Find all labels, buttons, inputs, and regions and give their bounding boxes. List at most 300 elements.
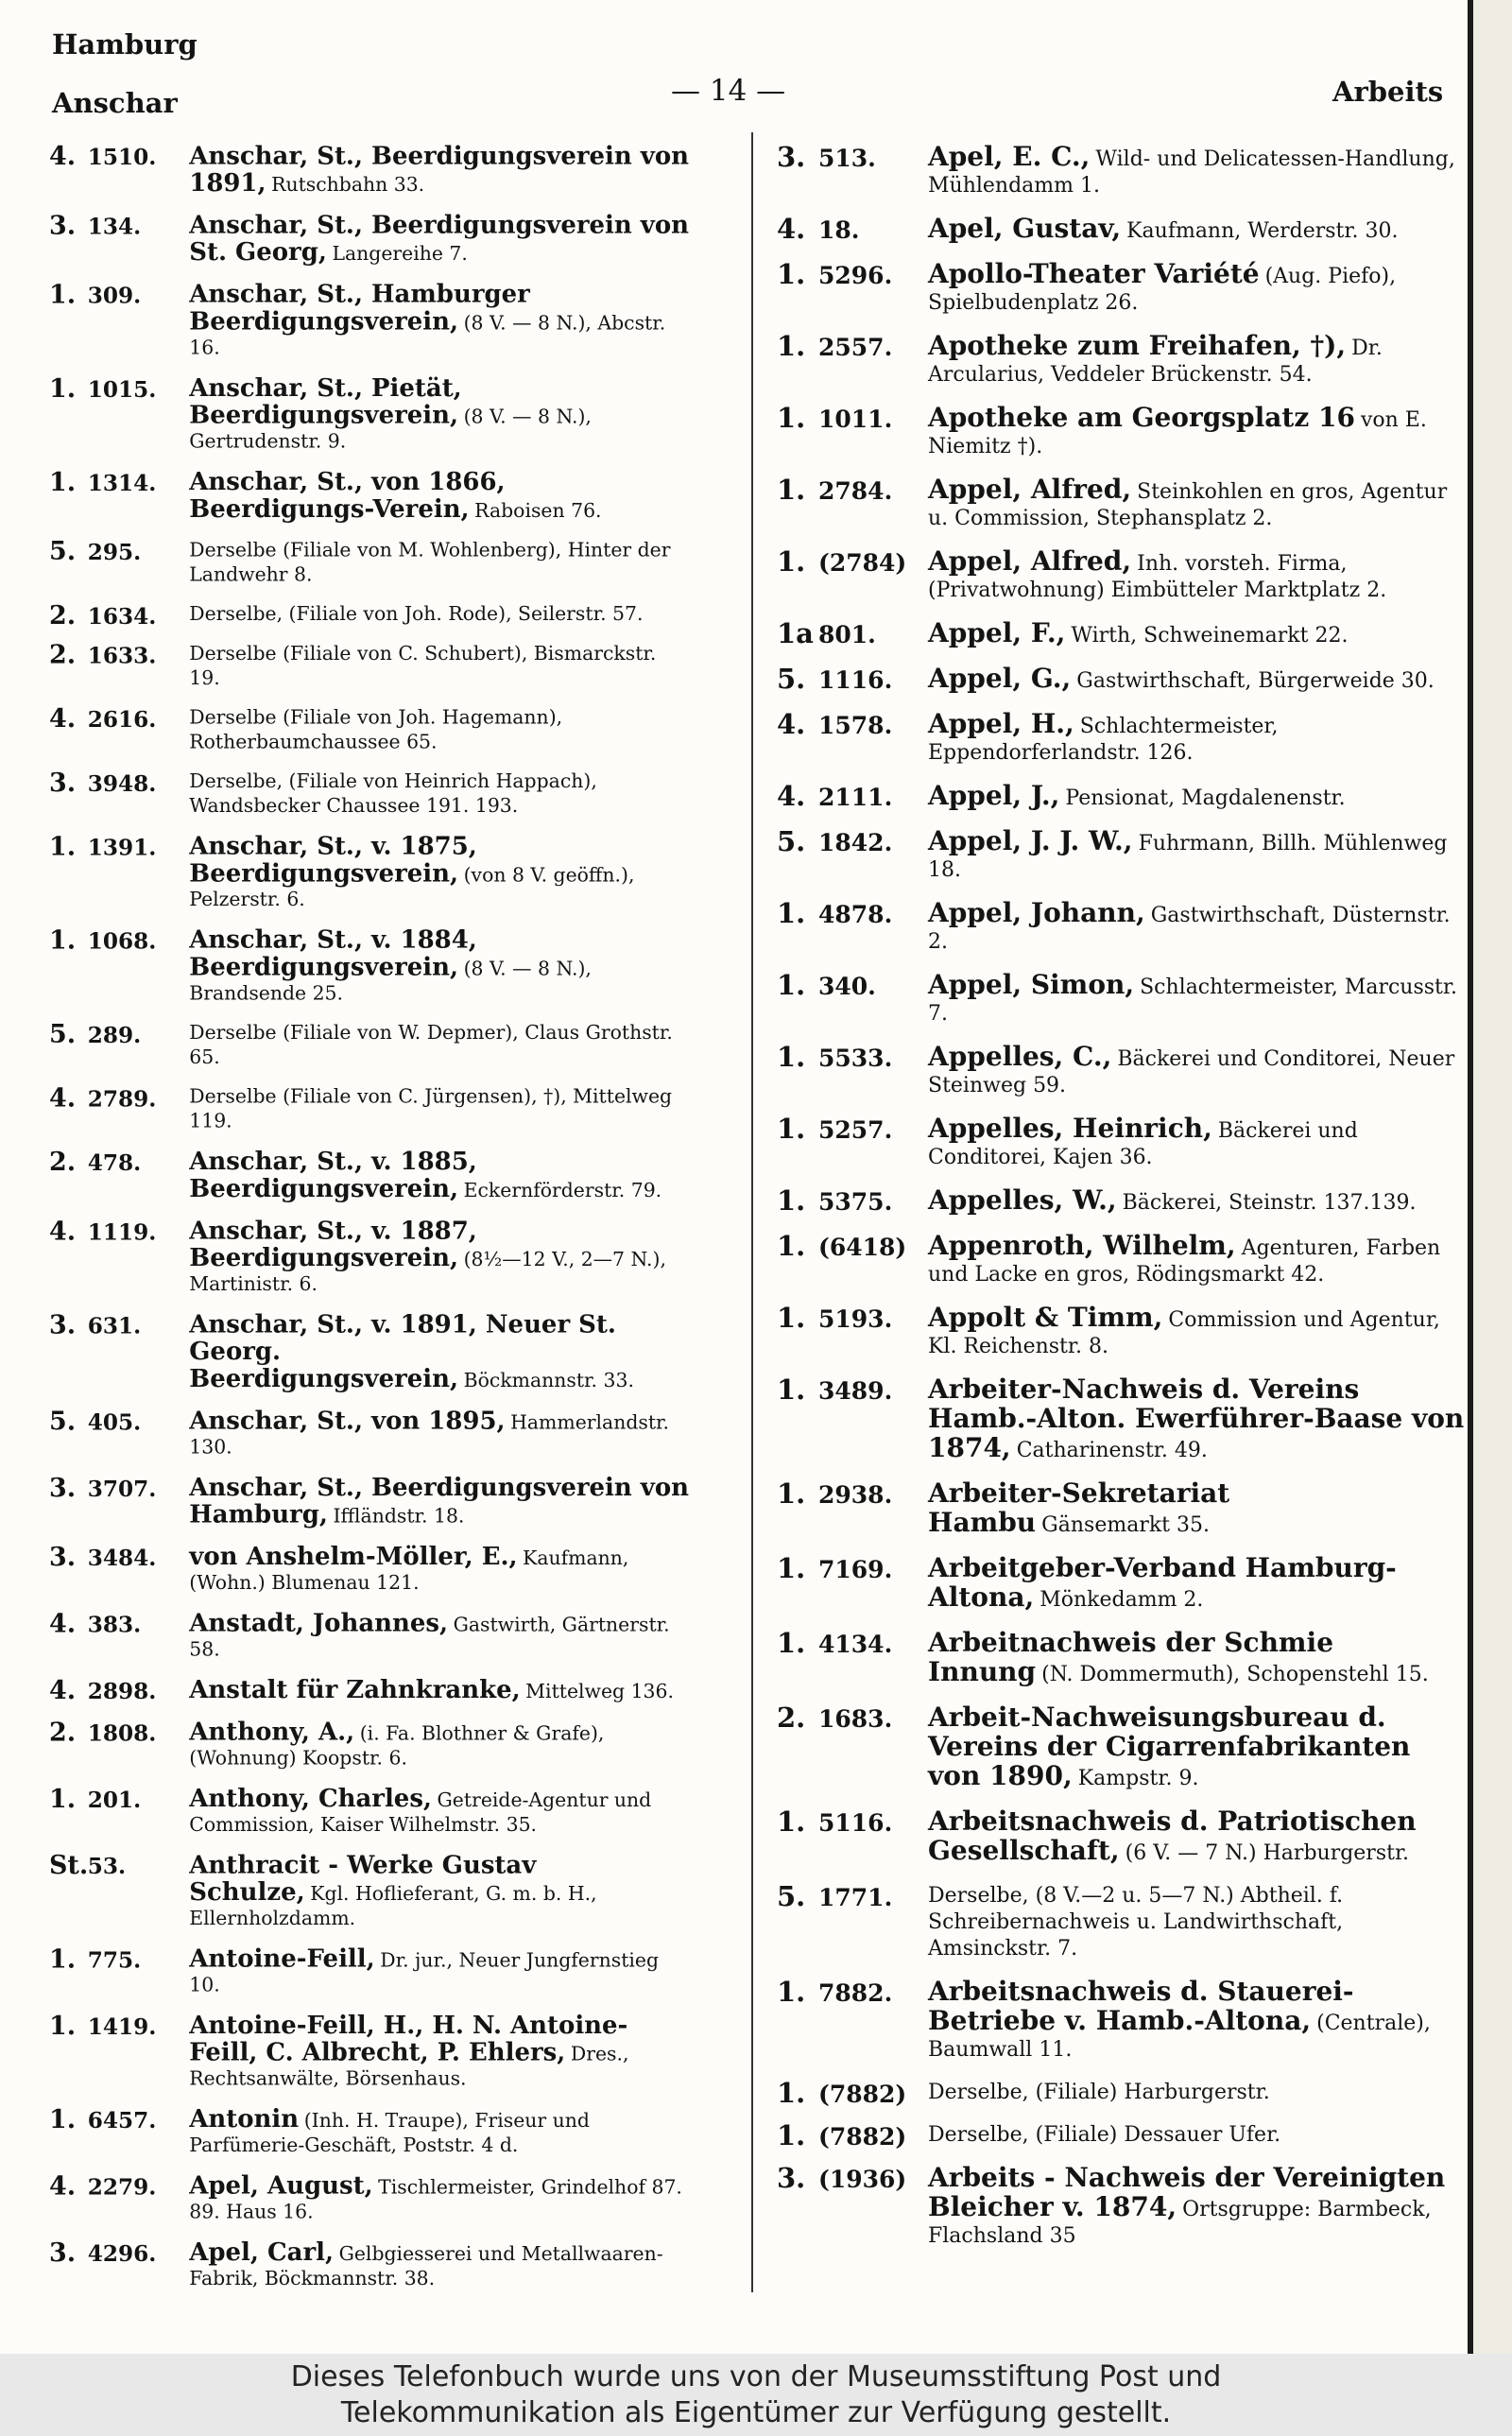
phone-number: (2784) (818, 549, 907, 577)
phone-number: 53. (87, 1853, 127, 1879)
directory-entry (49, 1946, 693, 1998)
exchange-class: 3. (49, 1472, 77, 1503)
header-city: Hamburg (52, 28, 198, 60)
exchange-class: 3. (49, 210, 77, 240)
entry-number (49, 466, 180, 498)
entry-number (777, 1041, 919, 1074)
entry-text (189, 1408, 693, 1460)
subscriber-name: Anschar, St., von 1866, Beerdigungs-Verein, (189, 466, 506, 524)
directory-entry (777, 825, 1471, 884)
subscriber-name: Appel, J. J. W., (928, 825, 1133, 856)
entry-text (189, 210, 693, 267)
subscriber-name: Anstadt, Johannes, (189, 1608, 449, 1638)
entry-number (49, 210, 180, 241)
directory-entry (777, 330, 1471, 389)
exchange-class: 4. (49, 2170, 77, 2201)
subscriber-name: Anschar, St., Beerdigungsverein von Hamburg, (189, 1472, 690, 1529)
exchange-class: 4. (49, 703, 77, 734)
directory-entry (777, 1880, 1471, 1962)
exchange-class: 1. (49, 924, 77, 956)
entry-text (928, 617, 1471, 649)
subscriber-name: Anschar, St., Pietät, Beerdigungsverein, (189, 372, 462, 430)
entry-text (928, 1184, 1471, 1217)
subscriber-details: Pensionat, Magdalenenstr. (1065, 786, 1346, 810)
directory-entry (777, 780, 1471, 812)
directory-entry (49, 1541, 693, 1597)
entry-number (777, 2077, 919, 2110)
entry-text (928, 1373, 1471, 1464)
phone-number: 1314. (87, 470, 157, 496)
phone-number: 801. (818, 621, 876, 648)
subscriber-details: Mönkedamm 2. (1040, 1588, 1204, 1612)
directory-entry (777, 1184, 1471, 1217)
entry-text (189, 1541, 693, 1597)
phone-number: 134. (87, 214, 142, 240)
entry-number (49, 831, 180, 862)
column-divider (751, 132, 753, 2292)
entry-text (928, 2122, 1471, 2149)
entry-text (928, 969, 1471, 1028)
entry-text (189, 1674, 693, 1705)
entry-number (777, 969, 919, 1002)
entry-text (928, 545, 1471, 604)
entry-text (189, 539, 693, 588)
phone-number: 3484. (87, 1545, 157, 1571)
phone-number: (7882) (818, 2123, 907, 2151)
subscriber-details: (8 V. — 8 N.), Brandsende 25. (189, 958, 592, 1005)
entry-text (928, 665, 1471, 695)
exchange-class: 5. (49, 1018, 77, 1049)
entry-number (49, 924, 180, 956)
entry-number (777, 1115, 919, 1146)
subscriber-details: Catharinenstr. 49. (1016, 1439, 1208, 1462)
entry-text (189, 279, 693, 360)
subscriber-name: Anschar, St., v. 1884, Beerdigungsverein, (189, 924, 477, 981)
entry-number (49, 1149, 180, 1178)
subscriber-name: Appel, J., (928, 780, 1060, 811)
directory-entry (49, 1408, 693, 1460)
entry-number (49, 536, 180, 567)
subscriber-name: Antoine-Feill, H., H. N. Antoine-Feill, C. Albrecht, P. Ehlers, (189, 2010, 628, 2067)
directory-entry (49, 2010, 693, 2092)
subscriber-details: Gastwirth, Gärtnerstr. 58. (189, 1614, 670, 1662)
page-number: — 14 — (671, 74, 786, 108)
entry-text (189, 924, 693, 1006)
directory-entry (777, 476, 1471, 532)
phone-number: 5116. (818, 1809, 893, 1837)
entry-text (928, 1627, 1471, 1688)
exchange-class: 1. (777, 1552, 806, 1584)
directory-entry (777, 897, 1471, 956)
phone-number: 631. (87, 1313, 142, 1339)
exchange-class: 1. (777, 1302, 806, 1334)
left-column (49, 141, 693, 2306)
entry-number (777, 1805, 919, 1839)
exchange-class: 1. (49, 2010, 77, 2041)
subscriber-name: Arbeits - Nachweis der Vereinigten Bleicher v. 1874, (928, 2162, 1446, 2222)
exchange-class: 3. (49, 1309, 77, 1339)
footer-line-1: Dieses Telefonbuch wurde uns von der Museumsstiftung Post und (290, 2360, 1222, 2393)
phone-number: 1391. (87, 835, 157, 861)
entry-number (777, 1978, 919, 2009)
subscriber-name: Appelles, Heinrich, (928, 1113, 1212, 1144)
entry-number (49, 2170, 180, 2202)
subscriber-details: Bäckerei und Conditorei, Neuer Steinweg 59. (928, 1047, 1455, 1097)
entry-number (49, 1608, 180, 1639)
subscriber-details: Dres., Rechtsanwälte, Börsenhaus. (189, 2043, 629, 2091)
exchange-class: 1. (777, 1041, 806, 1073)
entry-text (928, 1230, 1471, 1288)
exchange-class: 4. (777, 213, 806, 245)
subscriber-details: Iffländstr. 18. (333, 1506, 465, 1529)
entry-text (189, 466, 693, 524)
subscriber-details: Ortsgruppe: Barmbeck, Flachsland 35 (928, 2198, 1432, 2248)
subscriber-details: Derselbe, (Filiale) Harburgerstr. (928, 2081, 1270, 2104)
entry-text (189, 2103, 693, 2159)
exchange-class: 2. (49, 1147, 77, 1177)
entry-number (49, 1408, 180, 1437)
subscriber-name: Anschar, St., von 1895, (189, 1406, 506, 1435)
phone-number: 478. (87, 1149, 142, 1176)
entry-number (49, 1719, 180, 1748)
directory-entry (49, 2103, 693, 2159)
entry-text (189, 1472, 693, 1529)
entry-number (49, 767, 180, 799)
exchange-class: 1. (777, 258, 806, 290)
exchange-class: 4. (49, 1674, 77, 1705)
phone-number: 4134. (818, 1631, 893, 1658)
directory-entry (777, 1230, 1471, 1288)
entry-text (189, 1946, 693, 1998)
entry-number (777, 617, 919, 650)
directory-entry (49, 831, 693, 912)
subscriber-details: Getreide-Agentur und Commission, Kaiser Wilhelmstr. 35. (189, 1789, 652, 1837)
phone-number: 4296. (87, 2240, 157, 2267)
subscriber-name: Appel, Johann, (928, 897, 1145, 928)
phone-number: 2279. (87, 2174, 157, 2200)
subscriber-name: Arbeitsnachweis d. Patriotischen Gesellschaft, (928, 1805, 1417, 1866)
entry-text (928, 1304, 1471, 1360)
entry-text (928, 258, 1471, 317)
exchange-class: 5. (49, 1406, 77, 1436)
subscriber-name: Apel, Gustav, (928, 213, 1122, 244)
entry-number (49, 1309, 180, 1340)
phone-number: 2557. (818, 334, 893, 361)
entry-number (49, 703, 180, 734)
entry-number (777, 1230, 919, 1263)
phone-number: 1634. (87, 603, 157, 630)
subscriber-name: Appelles, C., (928, 1041, 1112, 1072)
phone-number: 405. (87, 1409, 142, 1435)
directory-entry (49, 279, 693, 360)
phone-number: 5193. (818, 1305, 893, 1333)
phone-number: 5257. (818, 1116, 893, 1144)
directory-entry (49, 703, 693, 755)
phone-number: 3489. (818, 1377, 893, 1405)
directory-entry (49, 1608, 693, 1663)
phone-number: 18. (818, 216, 860, 244)
subscriber-details: (Centrale), Baumwall 11. (928, 2012, 1431, 2062)
entry-text (928, 141, 1471, 199)
exchange-class: 1. (777, 1113, 806, 1145)
subscriber-details: Schlachtermeister, Marcusstr. 7. (928, 976, 1457, 1026)
directory-entry (777, 1373, 1471, 1464)
directory-entry (49, 1218, 693, 1297)
entry-text (189, 141, 693, 198)
entry-number (49, 372, 180, 405)
exchange-class: 1. (777, 1477, 806, 1510)
directory-entry (777, 2162, 1471, 2250)
exchange-class: St. (49, 1850, 89, 1880)
entry-text (928, 1115, 1471, 1171)
subscriber-name: von Anshelm-Möller, E., (189, 1541, 518, 1571)
entry-number (49, 1783, 180, 1815)
subscriber-details: Derselbe (Filiale von C. Jürgensen), †), Mittelweg 119. (189, 1086, 673, 1133)
directory-entry (777, 402, 1471, 460)
subscriber-name: Arbeitnachweis der Schmie Innung (928, 1627, 1334, 1687)
subscriber-name: Apel, August, (189, 2170, 373, 2200)
subscriber-name: Apotheke am Georgsplatz 16 (928, 402, 1355, 433)
phone-number: 383. (87, 1612, 142, 1638)
subscriber-name: Anschar, St., v. 1891, Neuer St. Georg. Beerdigungsverein, (189, 1309, 616, 1393)
entry-number (777, 825, 919, 858)
directory-entry (49, 2170, 693, 2225)
subscriber-details: Tischlermeister, Grindelhof 87. 89. Haus 16. (189, 2176, 682, 2223)
entry-text (189, 1022, 693, 1071)
subscriber-details: (von 8 V. geöffn.), Pelzerstr. 6. (189, 864, 635, 911)
phone-number: 2784. (818, 477, 893, 505)
phone-number: 1419. (87, 2013, 157, 2040)
directory-entry (49, 1850, 693, 1931)
phone-number: 513. (818, 145, 876, 172)
entry-text (928, 402, 1471, 460)
subscriber-name: Appel, F., (928, 617, 1066, 648)
phone-number: (6418) (818, 1234, 907, 1261)
exchange-class: 1. (777, 969, 806, 1001)
exchange-class: 1. (49, 2103, 77, 2134)
directory-entry (777, 708, 1471, 767)
subscriber-name: Anstalt für Zahnkranke, (189, 1674, 521, 1704)
exchange-class: 1. (777, 897, 806, 929)
directory-entry (777, 1805, 1471, 1867)
subscriber-details: Kampstr. 9. (1077, 1767, 1199, 1790)
directory-entry (777, 1304, 1471, 1360)
exchange-class: 1. (49, 1944, 77, 1974)
entry-text (189, 1719, 693, 1771)
subscriber-name: Apollo-Theater Variété (928, 258, 1260, 289)
header-section-right: Arbeits (1332, 76, 1444, 108)
subscriber-details: (i. Fa. Blothner & Grafe), (Wohnung) Koopstr. 6. (189, 1722, 605, 1770)
directory-entry (777, 141, 1471, 199)
exchange-class: 1. (777, 474, 806, 506)
phone-number: 1510. (87, 144, 157, 170)
entry-text (189, 1783, 693, 1839)
subscriber-details: Dr. Arcularius, Veddeler Brückenstr. 54. (928, 337, 1383, 387)
phone-number: 2898. (87, 1678, 157, 1704)
entry-number (777, 476, 919, 507)
exchange-class: 1. (49, 372, 77, 404)
subscriber-name: Appelles, W., (928, 1184, 1117, 1216)
phone-number: 7169. (818, 1556, 893, 1583)
directory-entry (777, 1704, 1471, 1792)
subscriber-details: Gelbgiesserei und Metallwaaren-Fabrik, Böckmannstr. 38. (189, 2243, 663, 2290)
subscriber-name: Arbeit-Nachweisungsbureau d. Vereins der Cigarrenfabrikanten von 1890, (928, 1702, 1411, 1791)
entry-text (189, 1608, 693, 1663)
entry-text (928, 1704, 1471, 1792)
subscriber-details: Kgl. Hoflieferant, G. m. b. H., Ellernholzdamm. (189, 1883, 597, 1930)
phone-number: 1578. (818, 712, 893, 739)
entry-text (928, 1552, 1471, 1614)
entry-text (189, 1085, 693, 1134)
phone-number: 6457. (87, 2107, 157, 2134)
subscriber-details: (8 V. — 8 N.), Abcstr. 16. (189, 312, 666, 359)
directory-entry (49, 1783, 693, 1839)
entry-number (49, 1850, 180, 1881)
entry-text (928, 2080, 1471, 2106)
subscriber-details: Böckmannstr. 33. (463, 1370, 634, 1392)
directory-entry (777, 1041, 1471, 1099)
subscriber-name: Anthony, A., (189, 1717, 355, 1746)
subscriber-details: Rutschbahn 33. (271, 174, 425, 197)
entry-text (928, 476, 1471, 532)
exchange-class: 1. (49, 279, 77, 310)
subscriber-details: Hammerlandstr. 130. (189, 1411, 670, 1459)
directory-entry (777, 1552, 1471, 1614)
subscriber-details: Kaufmann, (Wohn.) Blumenau 121. (189, 1547, 629, 1595)
phone-number: 1068. (87, 928, 157, 955)
directory-entry (49, 1472, 693, 1529)
subscriber-details: Derselbe, (Filiale von Heinrich Happach), Wandsbecker Chaussee 191. 193. (189, 770, 597, 818)
phone-number: 5533. (818, 1045, 893, 1072)
subscriber-details: (8½—12 V., 2—7 N.), Martinistr. 6. (189, 1249, 666, 1296)
page-edge-strip (1473, 0, 1512, 2354)
entry-text (189, 2010, 693, 2092)
exchange-class: 4. (49, 141, 77, 171)
exchange-class: 5. (777, 1880, 806, 1912)
exchange-class: 2. (49, 639, 77, 670)
entry-text (928, 1805, 1471, 1867)
entry-text (189, 2237, 693, 2292)
subscriber-details: Raboisen 76. (474, 500, 602, 523)
exchange-class: 1. (777, 1627, 806, 1659)
entry-text (928, 213, 1471, 245)
subscriber-name: Apel, Carl, (189, 2237, 335, 2267)
subscriber-name: Anschar, St., v. 1887, Beerdigungsverein, (189, 1216, 477, 1272)
subscriber-details: Kaufmann, Werderstr. 30. (1126, 219, 1399, 243)
directory-entry (777, 2077, 1471, 2109)
exchange-class: 1. (777, 1976, 806, 2008)
phone-number: 3948. (87, 770, 157, 797)
phone-number: 340. (818, 973, 876, 1000)
directory-entry (49, 767, 693, 820)
entry-number (777, 1704, 919, 1735)
phone-number: 1633. (87, 643, 157, 669)
subscriber-details: (Inh. H. Traupe), Friseur und Parfümerie-Geschäft, Poststr. 4 d. (189, 2110, 590, 2157)
subscriber-name: Appel, Simon, (928, 969, 1135, 1000)
phone-number: (1936) (818, 2166, 907, 2193)
directory-entry (49, 2237, 693, 2292)
exchange-class: 1. (49, 1783, 77, 1814)
entry-text (928, 1477, 1471, 1539)
exchange-class: 3. (777, 141, 806, 173)
entry-text (189, 603, 693, 628)
entry-number (777, 258, 919, 291)
exchange-class: 1. (777, 1373, 806, 1406)
phone-number: 5375. (818, 1188, 893, 1216)
subscriber-details: Bäckerei und Conditorei, Kajen 36. (928, 1119, 1358, 1169)
entry-text (928, 825, 1471, 884)
subscriber-name: Anthony, Charles, (189, 1783, 432, 1813)
exchange-class: 5. (49, 536, 77, 566)
subscriber-details: Derselbe (Filiale von C. Schubert), Bismarckstr. 19. (189, 643, 657, 690)
phone-number: 5296. (818, 262, 893, 289)
entry-number (777, 1880, 919, 1913)
subscriber-name: Appel, H., (928, 708, 1074, 739)
phone-number: 1015. (87, 376, 157, 403)
subscriber-details: Derselbe (Filiale von Joh. Hagemann), Rotherbaumchaussee 65. (189, 706, 563, 753)
subscriber-name: Antoine-Feill, (189, 1944, 375, 1973)
entry-number (777, 1552, 919, 1585)
phone-number: 309. (87, 283, 142, 309)
directory-entry (777, 1978, 1471, 2064)
entry-text (928, 330, 1471, 389)
subscriber-details: Wirth, Schweinemarkt 22. (1071, 624, 1349, 648)
subscriber-name: Apel, E. C., (928, 141, 1091, 172)
exchange-class: 4. (777, 708, 806, 740)
directory-entry (49, 1149, 693, 1203)
exchange-class: 5. (777, 825, 806, 857)
entry-text (189, 1149, 693, 1203)
subscriber-name: Anschar, St., Hamburger Beerdigungsverein, (189, 279, 530, 336)
exchange-class: 2. (49, 599, 77, 631)
phone-number: 1116. (818, 666, 893, 694)
exchange-class: 1. (49, 466, 77, 497)
exchange-class: 4. (777, 780, 806, 812)
entry-number (49, 2237, 180, 2269)
exchange-class: 4. (49, 1082, 77, 1113)
phone-number: 1683. (818, 1705, 893, 1733)
directory-entry (777, 665, 1471, 695)
subscriber-name: Anschar, St., v. 1875, Beerdigungsverein, (189, 831, 477, 888)
entry-text (928, 897, 1471, 956)
subscriber-details: Fuhrmann, Billh. Mühlenweg 18. (928, 832, 1448, 882)
footer-line-2: Telekommunikation als Eigentümer zur Verfügung gestellt. (340, 2396, 1172, 2429)
entry-number (49, 1674, 180, 1706)
exchange-class: 5. (777, 663, 806, 695)
entry-number (777, 1184, 919, 1218)
entry-text (928, 1041, 1471, 1099)
entry-number (777, 402, 919, 435)
entry-number (777, 665, 919, 696)
directory-entry (777, 213, 1471, 245)
exchange-class: 3. (49, 1541, 77, 1572)
entry-text (189, 1218, 693, 1297)
phone-number: 1771. (818, 1884, 893, 1911)
directory-entry (777, 1115, 1471, 1171)
directory-entry (49, 141, 693, 198)
entry-text (189, 1309, 693, 1393)
footer-notice (0, 2354, 1512, 2436)
entry-number (49, 639, 180, 670)
entry-number (49, 2010, 180, 2042)
right-column (777, 141, 1471, 2266)
entry-text (189, 831, 693, 912)
subscriber-details: (8 V. — 8 N.), Gertrudenstr. 9. (189, 406, 592, 454)
subscriber-name: Arbeitsnachweis d. Stauerei-Betriebe v. Hamb.-Altona, (928, 1976, 1354, 2036)
entry-number (49, 1082, 180, 1114)
entry-number (777, 708, 919, 741)
subscriber-details: Eckernförderstr. 79. (463, 1180, 662, 1202)
